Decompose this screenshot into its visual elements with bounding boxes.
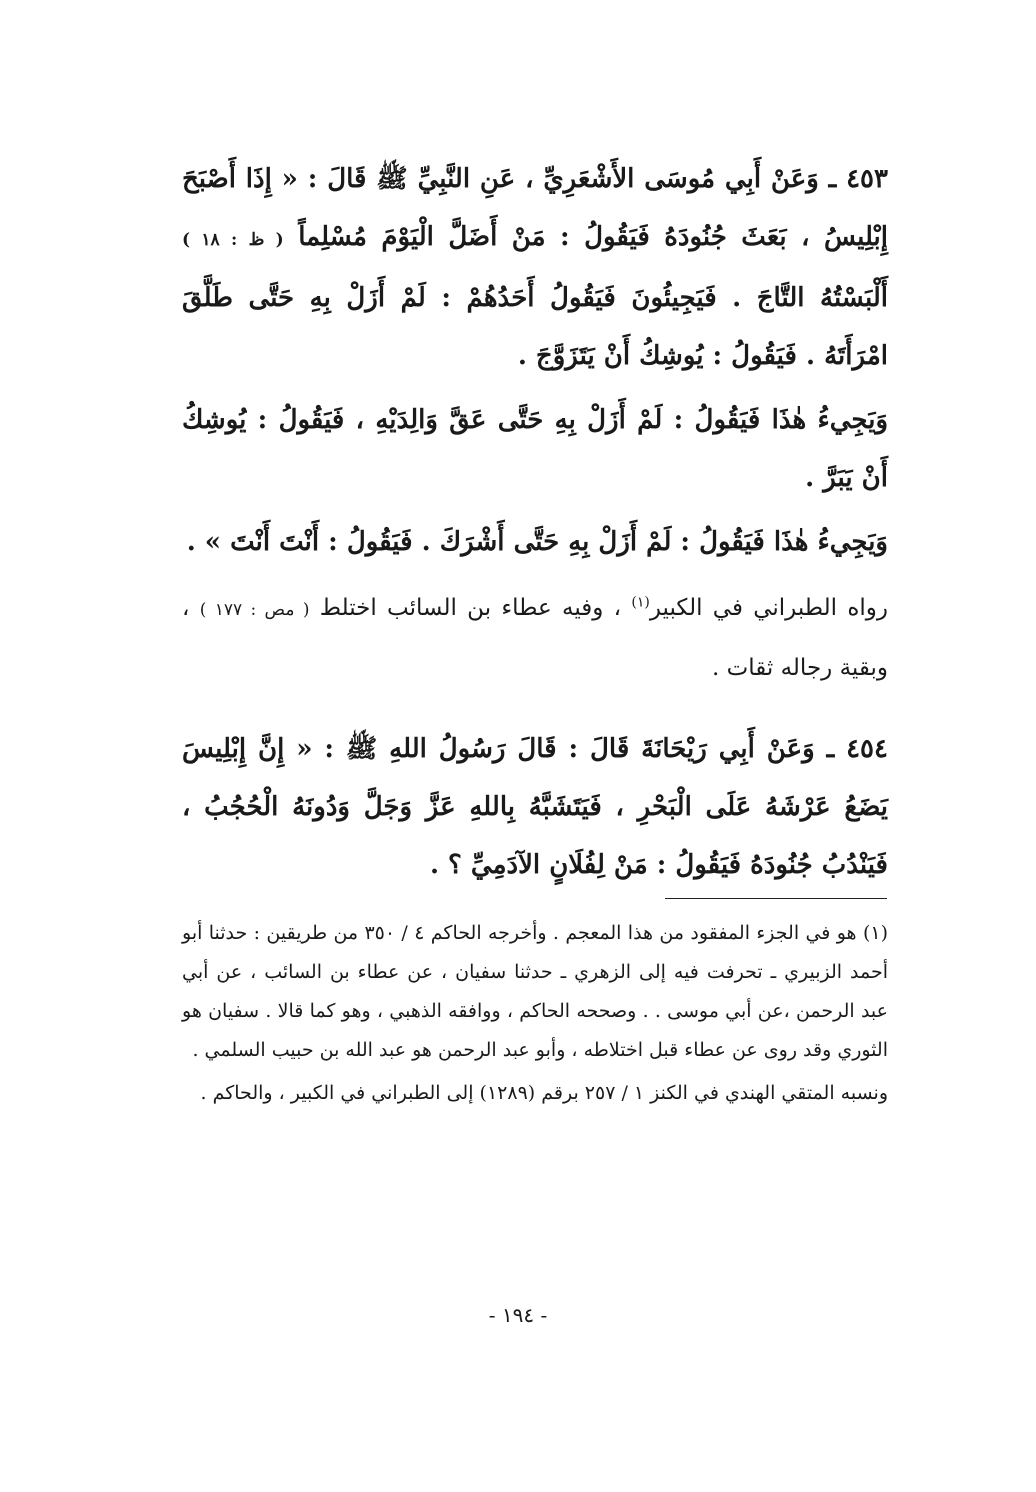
hadith-453-text-continued: أَلْبَسْتُهُ التَّاجَ . فَيَجِيئُونَ فَيَقُولُ أَحَدُهُمْ : لَمْ أَزَلْ بِهِ حَتَّى طَلَّقَ امْرَأَتَهُ . فَيَقُولُ : يُوشِكُ أَنْ يَتَزَوَّجَ . — [182, 283, 888, 371]
footnote-1-text: هو في الجزء المفقود من هذا المعجم . وأخرجه الحاكم ٤ / ٣٥٠ من طريقين : حدثنا أبو أحمد الزبيري ـ تحرفت فيه إلى الزهري ـ حدثنا سفيان ، عن عطاء بن السائب ، عن أبي عبد الرحمن ،عن أبي موسى . . وصححه الحاكم ، ووافقه الذهبي ، وهو كما قالا . سفيان هو الثوري وقد روى عن عطاء قبل اختلاطه ، وأبو عبد الرحمن هو عبد الله بن حبيب السلمي . — [182, 922, 888, 1061]
hadith-453-paragraph-2: وَيَجِيءُ هٰذَا فَيَقُولُ : لَمْ أَزَلْ بِهِ حَتَّى عَقَّ وَالِدَيْهِ ، فَيَقُولُ : يُوشِكُ أَنْ يَبَرَّ . — [182, 405, 888, 493]
footnote-1-marker: (١) — [862, 922, 888, 944]
narration-text-a: رواه الطبراني في الكبير — [649, 595, 888, 621]
footnote-2: ونسبه المتقي الهندي في الكنز ١ / ٢٥٧ برقم (١٢٨٩) إلى الطبراني في الكبير ، والحاكم . — [200, 1082, 888, 1104]
footnote-1 — [182, 914, 888, 1070]
hadith-453-paragraph-1 — [182, 150, 888, 385]
footnote-divider — [665, 898, 887, 899]
narration-note — [182, 579, 888, 697]
source-reference: ( ظ : ١٨ ) — [182, 230, 284, 250]
narration-reference: ( مص : ١٧٧ ) — [199, 600, 310, 620]
footnotes — [182, 914, 888, 1113]
hadith-453-paragraph-3: وَيَجِيءُ هٰذَا فَيَقُولُ : لَمْ أَزَلْ بِهِ حَتَّى أَشْرَكَ . فَيَقُولُ : أَنْتَ أَنْتَ » . — [186, 527, 888, 557]
page-number: - ١٩٤ - — [488, 1303, 548, 1327]
narration-text-c: ، وبقية رجاله ثقات . — [182, 595, 888, 681]
hadith-453 — [182, 150, 888, 571]
footnote-marker: (١) — [631, 594, 650, 611]
hadith-453-text: ٤٥٣ ـ وَعَنْ أَبِي مُوسَى الأَشْعَرِيِّ ، عَنِ النَّبِيِّ ﷺ قَالَ : « إِذَا أَصْبَحَ إِبْلِيسُ ، بَعَثَ جُنُودَهُ فَيَقُولُ : مَنْ أَضَلَّ الْيَوْمَ مُسْلِماً — [182, 164, 889, 252]
narration-text-b: ، وفيه عطاء بن السائب اختلط — [319, 595, 622, 621]
hadith-454 — [182, 720, 888, 894]
hadith-454-paragraph: ٤٥٤ ـ وَعَنْ أَبِي رَيْحَانَةَ قَالَ : قَالَ رَسُولُ اللهِ ﷺ : « إِنَّ إِبْلِيسَ يَضَعُ عَرْشَهُ عَلَى الْبَحْرِ ، فَيَتَشَبَّهُ بِاللهِ عَزَّ وَجَلَّ وَدُونَهُ الْحُجُبُ ، فَيَنْدُبُ جُنُودَهُ فَيَقُولُ : مَنْ لِفُلَانٍ الآدَمِيِّ ؟ . — [182, 734, 888, 880]
main-body — [182, 150, 888, 894]
